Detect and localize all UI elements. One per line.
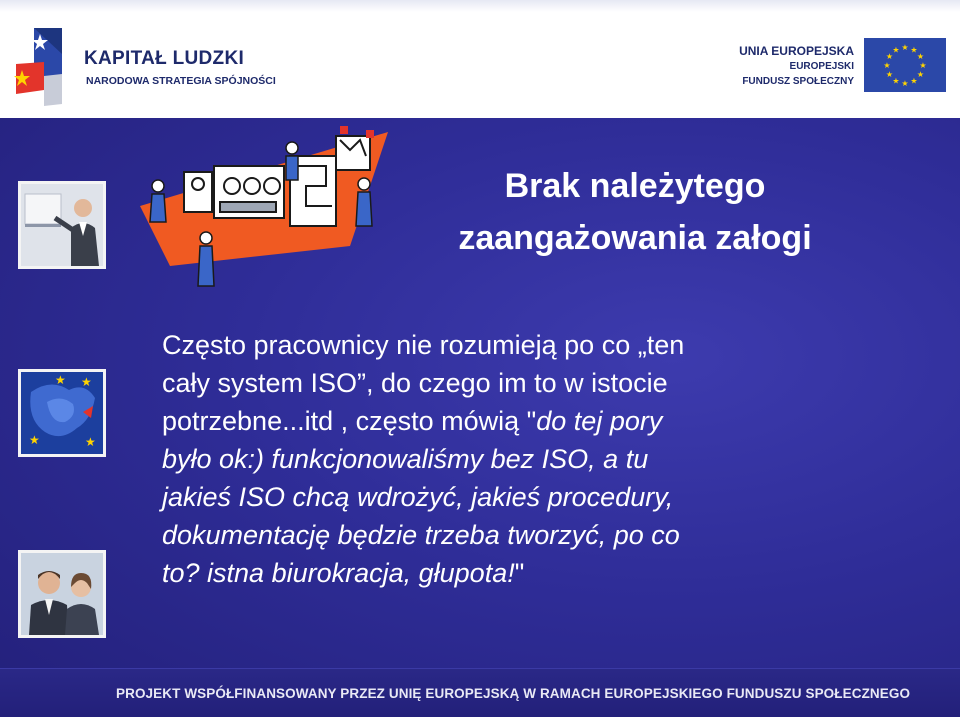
slide-body-text	[162, 326, 684, 592]
svg-text:★: ★	[85, 435, 96, 449]
svg-text:★: ★	[55, 373, 66, 387]
svg-text:★: ★	[910, 45, 918, 55]
svg-text:★: ★	[901, 43, 909, 52]
svg-text:★: ★	[916, 70, 925, 79]
svg-text:★: ★	[892, 45, 900, 55]
svg-text:★: ★	[885, 52, 894, 61]
body-line-7	[162, 554, 684, 592]
slide-title	[420, 160, 850, 264]
body-line-3-normal: potrzebne...itd , często mówią "	[162, 406, 537, 436]
svg-text:★: ★	[885, 70, 894, 79]
body-line-4: było ok:) funkcjonowaliśmy bez ISO, a tu	[162, 444, 649, 474]
eu-line-1: UNIA EUROPEJSKA	[739, 44, 854, 58]
body-line-7-italic: to? istna biurokracja, głupota!	[162, 558, 515, 588]
slide-title-line-2: zaangażowania załogi	[458, 219, 812, 257]
svg-text:★: ★	[29, 433, 40, 447]
body-line-1: Często pracownicy nie rozumieją po co „ten	[162, 330, 685, 360]
business-people-photo	[18, 550, 106, 638]
body-line-3	[162, 402, 684, 440]
svg-text:★: ★	[901, 79, 909, 88]
body-line-3-italic: do tej pory	[536, 406, 663, 436]
footer-bar	[0, 668, 960, 717]
kapital-ludzki-logo-icon	[14, 24, 66, 108]
eu-fund-label	[739, 44, 854, 89]
eu-flag-icon	[864, 38, 946, 92]
svg-text:★: ★	[81, 375, 92, 389]
body-line-5: jakieś ISO chcą wdrożyć, jakieś procedury,	[162, 482, 674, 512]
footer-project-text: PROJEKT WSPÓŁFINANSOWANY PRZEZ UNIĘ EUROPEJSKĄ W RAMACH EUROPEJSKIEGO FUNDUSZU SPOŁECZNEGO	[116, 686, 911, 701]
header-bar	[0, 0, 960, 118]
svg-text:★: ★	[919, 61, 927, 70]
body-line-7-normal: "	[514, 558, 525, 588]
slide-title-line-1: Brak należytego	[504, 167, 766, 205]
svg-text:★: ★	[883, 61, 891, 70]
kapital-ludzki-title: KAPITAŁ LUDZKI	[84, 48, 245, 69]
presenter-photo	[18, 181, 106, 269]
top-strip	[0, 0, 960, 12]
eu-line-2: EUROPEJSKI	[789, 61, 854, 72]
svg-text:★: ★	[910, 76, 918, 86]
svg-text:★: ★	[916, 52, 925, 61]
europe-map-photo	[18, 369, 106, 457]
body-line-2: cały system ISO”, do czego im to w istocie	[162, 368, 668, 398]
team-machine-clipart	[140, 126, 390, 301]
kapital-ludzki-subtitle: NARODOWA STRATEGIA SPÓJNOŚCI	[86, 75, 276, 87]
body-line-6: dokumentację będzie trzeba tworzyć, po co	[162, 520, 680, 550]
eu-line-3: FUNDUSZ SPOŁECZNY	[742, 76, 854, 87]
svg-text:★: ★	[892, 76, 900, 86]
